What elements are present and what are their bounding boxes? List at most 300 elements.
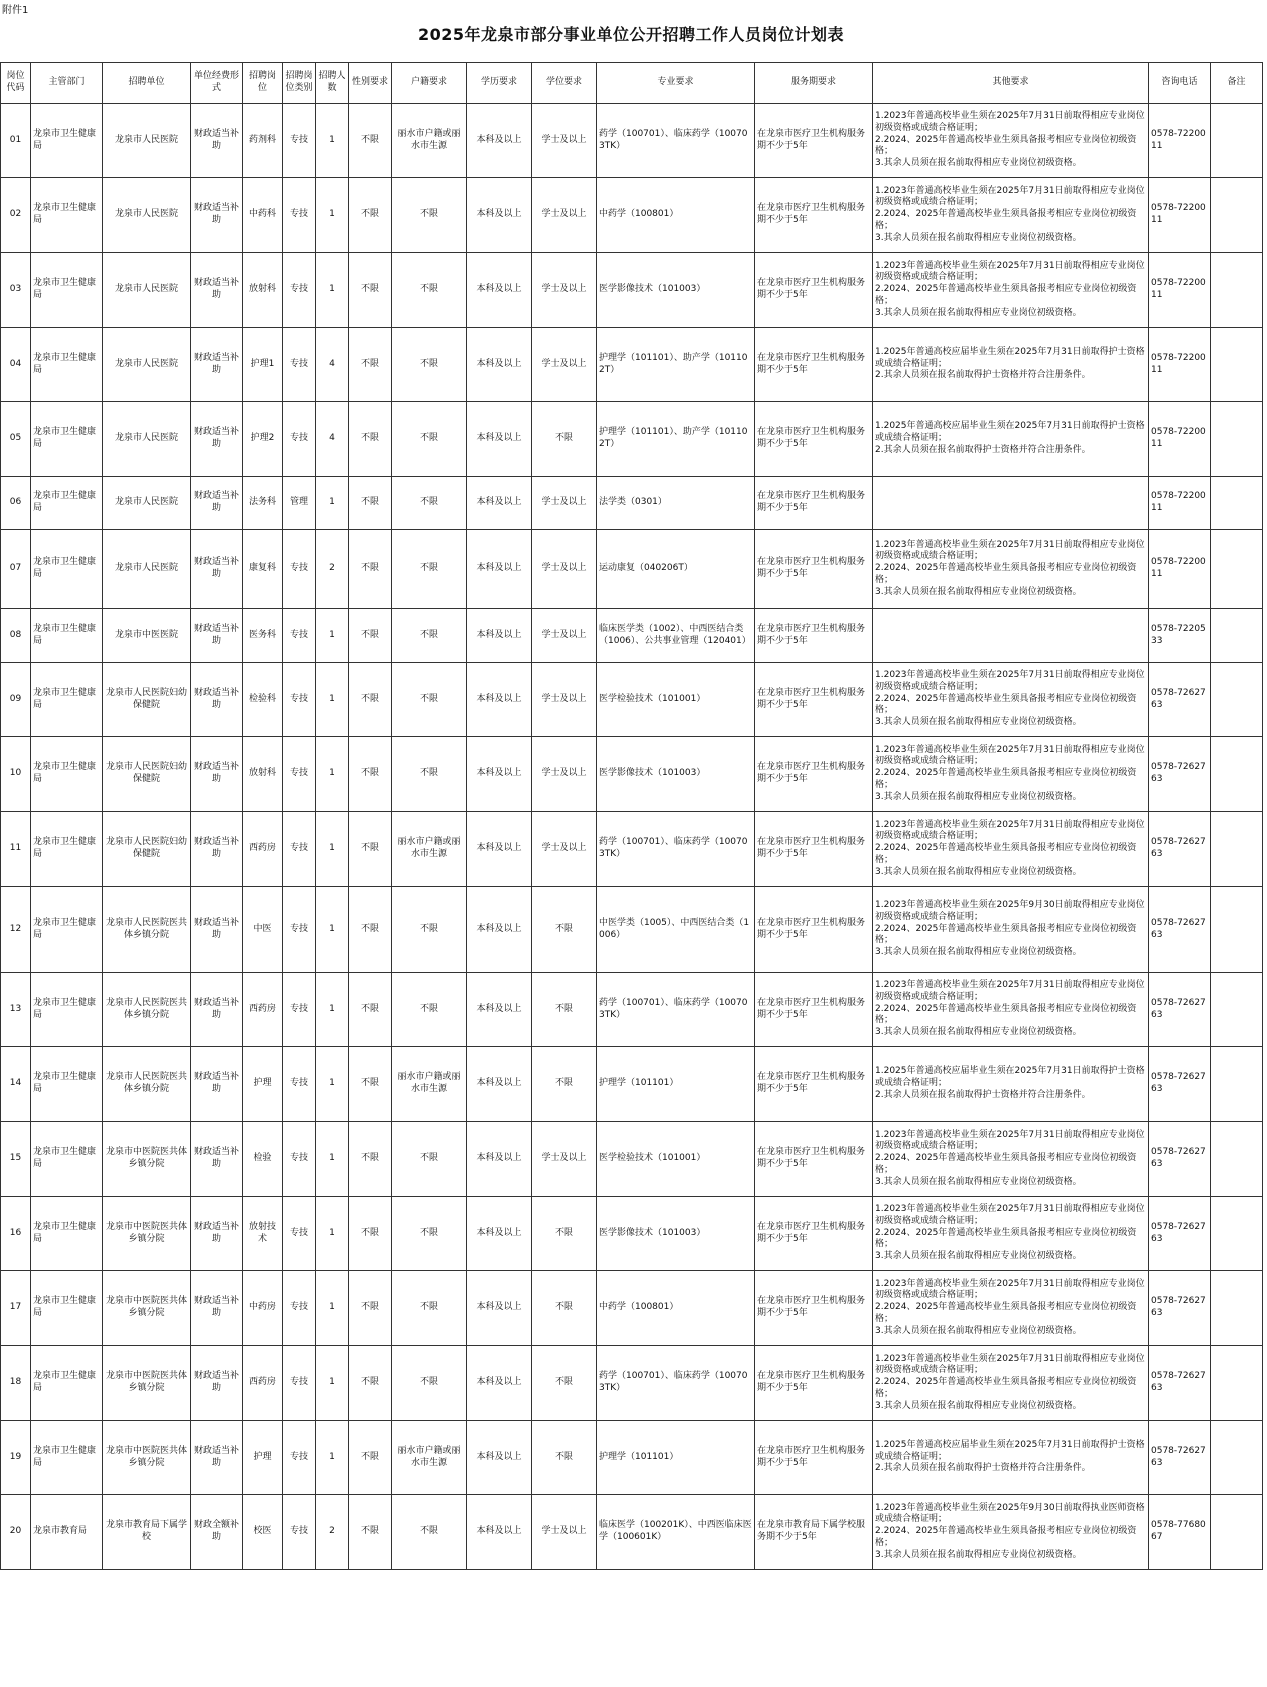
post-cell: 西药房 xyxy=(243,973,283,1047)
post-cell: 放射科 xyxy=(243,737,283,812)
headcount-cell: 1 xyxy=(316,253,349,328)
funding-cell: 财政适当补助 xyxy=(191,1197,243,1271)
note-cell xyxy=(1211,402,1263,477)
category-cell: 专技 xyxy=(283,1122,316,1197)
major-cell: 药学（100701）、临床药学（100703TK） xyxy=(597,1346,755,1421)
degree-cell: 学士及以上 xyxy=(532,253,597,328)
hukou-cell: 不限 xyxy=(392,1271,467,1346)
department-cell: 龙泉市教育局 xyxy=(31,1495,103,1570)
header-cell: 单位经费形式 xyxy=(191,63,243,104)
service-cell: 在龙泉市医疗卫生机构服务期不少于5年 xyxy=(755,253,873,328)
hukou-cell: 不限 xyxy=(392,530,467,609)
table-row xyxy=(1,1495,1263,1570)
post-cell: 护理 xyxy=(243,1421,283,1495)
hukou-cell: 不限 xyxy=(392,1122,467,1197)
position-plan-table xyxy=(0,62,1263,1570)
degree-cell: 学士及以上 xyxy=(532,737,597,812)
hukou-cell: 不限 xyxy=(392,477,467,530)
other-req-cell: 1.2023年普通高校毕业生须在2025年9月30日前取得执业医师资格或成绩合格证明； 2.2024、2025年普通高校毕业生须具备报考相应专业岗位初级资格； 3.其余人员须在报名前取得相应专业岗位初级资格。 xyxy=(873,1495,1149,1570)
phone-cell: 0578-7220011 xyxy=(1149,178,1211,253)
department-cell: 龙泉市卫生健康局 xyxy=(31,253,103,328)
category-cell: 专技 xyxy=(283,104,316,178)
major-cell: 医学影像技术（101003） xyxy=(597,1197,755,1271)
funding-cell: 财政适当补助 xyxy=(191,104,243,178)
gender-cell: 不限 xyxy=(349,973,392,1047)
category-cell: 专技 xyxy=(283,1271,316,1346)
post-cell: 护理1 xyxy=(243,328,283,402)
headcount-cell: 1 xyxy=(316,663,349,737)
department-cell: 龙泉市卫生健康局 xyxy=(31,530,103,609)
position-code-cell: 19 xyxy=(1,1421,31,1495)
department-cell: 龙泉市卫生健康局 xyxy=(31,887,103,973)
unit-cell: 龙泉市人民医院医共体乡镇分院 xyxy=(103,1047,191,1122)
funding-cell: 财政适当补助 xyxy=(191,530,243,609)
education-cell: 本科及以上 xyxy=(467,530,532,609)
headcount-cell: 4 xyxy=(316,402,349,477)
degree-cell: 不限 xyxy=(532,1197,597,1271)
major-cell: 中药学（100801） xyxy=(597,178,755,253)
unit-cell: 龙泉市人民医院妇幼保健院 xyxy=(103,812,191,887)
major-cell: 医学影像技术（101003） xyxy=(597,253,755,328)
note-cell xyxy=(1211,1421,1263,1495)
education-cell: 本科及以上 xyxy=(467,402,532,477)
note-cell xyxy=(1211,178,1263,253)
unit-cell: 龙泉市中医院医共体乡镇分院 xyxy=(103,1271,191,1346)
headcount-cell: 1 xyxy=(316,973,349,1047)
position-code-cell: 16 xyxy=(1,1197,31,1271)
education-cell: 本科及以上 xyxy=(467,663,532,737)
table-row xyxy=(1,1271,1263,1346)
phone-cell: 0578-7220533 xyxy=(1149,609,1211,663)
post-cell: 医务科 xyxy=(243,609,283,663)
other-req-cell: 1.2023年普通高校毕业生须在2025年7月31日前取得相应专业岗位初级资格或成绩合格证明； 2.2024、2025年普通高校毕业生须具备报考相应专业岗位初级资格； 3.其余人员须在报名前取得相应专业岗位初级资格。 xyxy=(873,253,1149,328)
table-row xyxy=(1,1122,1263,1197)
hukou-cell: 不限 xyxy=(392,609,467,663)
table-row xyxy=(1,737,1263,812)
post-cell: 西药房 xyxy=(243,812,283,887)
note-cell xyxy=(1211,328,1263,402)
major-cell: 医学影像技术（101003） xyxy=(597,737,755,812)
degree-cell: 不限 xyxy=(532,887,597,973)
funding-cell: 财政适当补助 xyxy=(191,812,243,887)
department-cell: 龙泉市卫生健康局 xyxy=(31,737,103,812)
phone-cell: 0578-7262763 xyxy=(1149,663,1211,737)
gender-cell: 不限 xyxy=(349,1495,392,1570)
header-cell: 服务期要求 xyxy=(755,63,873,104)
gender-cell: 不限 xyxy=(349,663,392,737)
category-cell: 专技 xyxy=(283,812,316,887)
note-cell xyxy=(1211,887,1263,973)
phone-cell: 0578-7220011 xyxy=(1149,104,1211,178)
service-cell: 在龙泉市医疗卫生机构服务期不少于5年 xyxy=(755,737,873,812)
page-title: 2025年龙泉市部分事业单位公开招聘工作人员岗位计划表 xyxy=(417,25,845,44)
other-req-cell: 1.2023年普通高校毕业生须在2025年7月31日前取得相应专业岗位初级资格或成绩合格证明； 2.2024、2025年普通高校毕业生须具备报考相应专业岗位初级资格； 3.其余人员须在报名前取得相应专业岗位初级资格。 xyxy=(873,530,1149,609)
department-cell: 龙泉市卫生健康局 xyxy=(31,1197,103,1271)
headcount-cell: 1 xyxy=(316,609,349,663)
degree-cell: 不限 xyxy=(532,1346,597,1421)
category-cell: 专技 xyxy=(283,1421,316,1495)
other-req-cell xyxy=(873,477,1149,530)
unit-cell: 龙泉市中医院医共体乡镇分院 xyxy=(103,1197,191,1271)
post-cell: 中药房 xyxy=(243,1271,283,1346)
other-req-cell: 1.2023年普通高校毕业生须在2025年7月31日前取得相应专业岗位初级资格或成绩合格证明； 2.2024、2025年普通高校毕业生须具备报考相应专业岗位初级资格； 3.其余人员须在报名前取得相应专业岗位初级资格。 xyxy=(873,812,1149,887)
category-cell: 专技 xyxy=(283,609,316,663)
phone-cell: 0578-7768067 xyxy=(1149,1495,1211,1570)
table-row xyxy=(1,1197,1263,1271)
unit-cell: 龙泉市中医院医共体乡镇分院 xyxy=(103,1122,191,1197)
funding-cell: 财政适当补助 xyxy=(191,1346,243,1421)
other-req-cell: 1.2023年普通高校毕业生须在2025年7月31日前取得相应专业岗位初级资格或成绩合格证明； 2.2024、2025年普通高校毕业生须具备报考相应专业岗位初级资格； 3.其余人员须在报名前取得相应专业岗位初级资格。 xyxy=(873,1346,1149,1421)
header-cell: 咨询电话 xyxy=(1149,63,1211,104)
category-cell: 专技 xyxy=(283,1346,316,1421)
service-cell: 在龙泉市医疗卫生机构服务期不少于5年 xyxy=(755,1271,873,1346)
degree-cell: 学士及以上 xyxy=(532,104,597,178)
table-row xyxy=(1,812,1263,887)
funding-cell: 财政适当补助 xyxy=(191,1421,243,1495)
gender-cell: 不限 xyxy=(349,1047,392,1122)
funding-cell: 财政适当补助 xyxy=(191,328,243,402)
gender-cell: 不限 xyxy=(349,737,392,812)
unit-cell: 龙泉市中医医院 xyxy=(103,609,191,663)
hukou-cell: 不限 xyxy=(392,253,467,328)
position-code-cell: 07 xyxy=(1,530,31,609)
post-cell: 检验 xyxy=(243,1122,283,1197)
funding-cell: 财政适当补助 xyxy=(191,402,243,477)
funding-cell: 财政适当补助 xyxy=(191,477,243,530)
unit-cell: 龙泉市人民医院妇幼保健院 xyxy=(103,663,191,737)
unit-cell: 龙泉市人民医院 xyxy=(103,328,191,402)
headcount-cell: 1 xyxy=(316,1421,349,1495)
service-cell: 在龙泉市医疗卫生机构服务期不少于5年 xyxy=(755,887,873,973)
education-cell: 本科及以上 xyxy=(467,1346,532,1421)
category-cell: 专技 xyxy=(283,1495,316,1570)
post-cell: 康复科 xyxy=(243,530,283,609)
hukou-cell: 不限 xyxy=(392,1197,467,1271)
funding-cell: 财政全额补助 xyxy=(191,1495,243,1570)
table-row xyxy=(1,104,1263,178)
post-cell: 护理 xyxy=(243,1047,283,1122)
headcount-cell: 1 xyxy=(316,104,349,178)
department-cell: 龙泉市卫生健康局 xyxy=(31,609,103,663)
service-cell: 在龙泉市医疗卫生机构服务期不少于5年 xyxy=(755,530,873,609)
service-cell: 在龙泉市医疗卫生机构服务期不少于5年 xyxy=(755,1346,873,1421)
header-cell: 学历要求 xyxy=(467,63,532,104)
service-cell: 在龙泉市医疗卫生机构服务期不少于5年 xyxy=(755,1122,873,1197)
headcount-cell: 1 xyxy=(316,1122,349,1197)
degree-cell: 学士及以上 xyxy=(532,609,597,663)
position-code-cell: 11 xyxy=(1,812,31,887)
post-cell: 放射技术 xyxy=(243,1197,283,1271)
degree-cell: 不限 xyxy=(532,973,597,1047)
gender-cell: 不限 xyxy=(349,328,392,402)
header-cell: 性别要求 xyxy=(349,63,392,104)
service-cell: 在龙泉市医疗卫生机构服务期不少于5年 xyxy=(755,1047,873,1122)
post-cell: 放射科 xyxy=(243,253,283,328)
service-cell: 在龙泉市医疗卫生机构服务期不少于5年 xyxy=(755,1197,873,1271)
table-row xyxy=(1,178,1263,253)
hukou-cell: 丽水市户籍或丽水市生源 xyxy=(392,812,467,887)
major-cell: 中医学类（1005）、中西医结合类（1006） xyxy=(597,887,755,973)
position-code-cell: 14 xyxy=(1,1047,31,1122)
category-cell: 专技 xyxy=(283,737,316,812)
headcount-cell: 1 xyxy=(316,1271,349,1346)
other-req-cell: 1.2025年普通高校应届毕业生须在2025年7月31日前取得护士资格或成绩合格证明； 2.其余人员须在报名前取得护士资格并符合注册条件。 xyxy=(873,328,1149,402)
education-cell: 本科及以上 xyxy=(467,1271,532,1346)
position-code-cell: 03 xyxy=(1,253,31,328)
unit-cell: 龙泉市人民医院 xyxy=(103,477,191,530)
table-row xyxy=(1,887,1263,973)
hukou-cell: 不限 xyxy=(392,887,467,973)
header-cell: 其他要求 xyxy=(873,63,1149,104)
category-cell: 专技 xyxy=(283,1047,316,1122)
category-cell: 专技 xyxy=(283,663,316,737)
other-req-cell: 1.2025年普通高校应届毕业生须在2025年7月31日前取得护士资格或成绩合格证明； 2.其余人员须在报名前取得护士资格并符合注册条件。 xyxy=(873,402,1149,477)
major-cell: 护理学（101101） xyxy=(597,1047,755,1122)
hukou-cell: 不限 xyxy=(392,973,467,1047)
post-cell: 校医 xyxy=(243,1495,283,1570)
gender-cell: 不限 xyxy=(349,178,392,253)
gender-cell: 不限 xyxy=(349,812,392,887)
hukou-cell: 不限 xyxy=(392,1346,467,1421)
note-cell xyxy=(1211,104,1263,178)
position-code-cell: 10 xyxy=(1,737,31,812)
table-row xyxy=(1,253,1263,328)
funding-cell: 财政适当补助 xyxy=(191,178,243,253)
unit-cell: 龙泉市人民医院 xyxy=(103,402,191,477)
department-cell: 龙泉市卫生健康局 xyxy=(31,973,103,1047)
table-row xyxy=(1,477,1263,530)
unit-cell: 龙泉市人民医院 xyxy=(103,104,191,178)
post-cell: 药剂科 xyxy=(243,104,283,178)
header-cell: 招聘单位 xyxy=(103,63,191,104)
department-cell: 龙泉市卫生健康局 xyxy=(31,1271,103,1346)
phone-cell: 0578-7262763 xyxy=(1149,1197,1211,1271)
major-cell: 药学（100701）、临床药学（100703TK） xyxy=(597,973,755,1047)
note-cell xyxy=(1211,1122,1263,1197)
education-cell: 本科及以上 xyxy=(467,104,532,178)
table-header-row xyxy=(1,63,1263,104)
other-req-cell: 1.2023年普通高校毕业生须在2025年7月31日前取得相应专业岗位初级资格或成绩合格证明； 2.2024、2025年普通高校毕业生须具备报考相应专业岗位初级资格； 3.其余人员须在报名前取得相应专业岗位初级资格。 xyxy=(873,1271,1149,1346)
table-row xyxy=(1,402,1263,477)
funding-cell: 财政适当补助 xyxy=(191,1122,243,1197)
other-req-cell: 1.2023年普通高校毕业生须在2025年7月31日前取得相应专业岗位初级资格或成绩合格证明； 2.2024、2025年普通高校毕业生须具备报考相应专业岗位初级资格； 3.其余人员须在报名前取得相应专业岗位初级资格。 xyxy=(873,1197,1149,1271)
position-code-cell: 13 xyxy=(1,973,31,1047)
phone-cell: 0578-7220011 xyxy=(1149,253,1211,328)
unit-cell: 龙泉市中医院医共体乡镇分院 xyxy=(103,1346,191,1421)
education-cell: 本科及以上 xyxy=(467,973,532,1047)
other-req-cell: 1.2025年普通高校应届毕业生须在2025年7月31日前取得护士资格或成绩合格证明； 2.其余人员须在报名前取得护士资格并符合注册条件。 xyxy=(873,1047,1149,1122)
major-cell: 医学检验技术（101001） xyxy=(597,1122,755,1197)
department-cell: 龙泉市卫生健康局 xyxy=(31,812,103,887)
funding-cell: 财政适当补助 xyxy=(191,1271,243,1346)
education-cell: 本科及以上 xyxy=(467,1122,532,1197)
category-cell: 专技 xyxy=(283,887,316,973)
major-cell: 临床医学（100201K）、中西医临床医学（100601K） xyxy=(597,1495,755,1570)
education-cell: 本科及以上 xyxy=(467,1047,532,1122)
category-cell: 专技 xyxy=(283,328,316,402)
department-cell: 龙泉市卫生健康局 xyxy=(31,104,103,178)
degree-cell: 不限 xyxy=(532,1047,597,1122)
education-cell: 本科及以上 xyxy=(467,887,532,973)
education-cell: 本科及以上 xyxy=(467,812,532,887)
degree-cell: 学士及以上 xyxy=(532,1122,597,1197)
post-cell: 西药房 xyxy=(243,1346,283,1421)
degree-cell: 学士及以上 xyxy=(532,530,597,609)
major-cell: 医学检验技术（101001） xyxy=(597,663,755,737)
funding-cell: 财政适当补助 xyxy=(191,1047,243,1122)
gender-cell: 不限 xyxy=(349,887,392,973)
funding-cell: 财政适当补助 xyxy=(191,973,243,1047)
phone-cell: 0578-7262763 xyxy=(1149,1271,1211,1346)
department-cell: 龙泉市卫生健康局 xyxy=(31,663,103,737)
unit-cell: 龙泉市教育局下属学校 xyxy=(103,1495,191,1570)
degree-cell: 学士及以上 xyxy=(532,663,597,737)
education-cell: 本科及以上 xyxy=(467,1421,532,1495)
category-cell: 专技 xyxy=(283,973,316,1047)
note-cell xyxy=(1211,530,1263,609)
funding-cell: 财政适当补助 xyxy=(191,887,243,973)
hukou-cell: 丽水市户籍或丽水市生源 xyxy=(392,104,467,178)
degree-cell: 学士及以上 xyxy=(532,328,597,402)
hukou-cell: 丽水市户籍或丽水市生源 xyxy=(392,1047,467,1122)
category-cell: 专技 xyxy=(283,402,316,477)
funding-cell: 财政适当补助 xyxy=(191,663,243,737)
category-cell: 专技 xyxy=(283,253,316,328)
department-cell: 龙泉市卫生健康局 xyxy=(31,1346,103,1421)
hukou-cell: 不限 xyxy=(392,737,467,812)
note-cell xyxy=(1211,477,1263,530)
education-cell: 本科及以上 xyxy=(467,1495,532,1570)
service-cell: 在龙泉市医疗卫生机构服务期不少于5年 xyxy=(755,104,873,178)
category-cell: 管理 xyxy=(283,477,316,530)
table-row xyxy=(1,973,1263,1047)
category-cell: 专技 xyxy=(283,530,316,609)
degree-cell: 不限 xyxy=(532,1421,597,1495)
headcount-cell: 1 xyxy=(316,477,349,530)
table-row xyxy=(1,1047,1263,1122)
phone-cell: 0578-7262763 xyxy=(1149,1047,1211,1122)
headcount-cell: 1 xyxy=(316,1047,349,1122)
other-req-cell: 1.2023年普通高校毕业生须在2025年7月31日前取得相应专业岗位初级资格或成绩合格证明； 2.2024、2025年普通高校毕业生须具备报考相应专业岗位初级资格； 3.其余人员须在报名前取得相应专业岗位初级资格。 xyxy=(873,737,1149,812)
headcount-cell: 1 xyxy=(316,178,349,253)
headcount-cell: 2 xyxy=(316,1495,349,1570)
gender-cell: 不限 xyxy=(349,104,392,178)
phone-cell: 0578-7262763 xyxy=(1149,1421,1211,1495)
position-code-cell: 04 xyxy=(1,328,31,402)
major-cell: 运动康复（040206T） xyxy=(597,530,755,609)
hukou-cell: 不限 xyxy=(392,328,467,402)
gender-cell: 不限 xyxy=(349,609,392,663)
major-cell: 药学（100701）、临床药学（100703TK） xyxy=(597,104,755,178)
gender-cell: 不限 xyxy=(349,1271,392,1346)
other-req-cell: 1.2023年普通高校毕业生须在2025年7月31日前取得相应专业岗位初级资格或成绩合格证明； 2.2024、2025年普通高校毕业生须具备报考相应专业岗位初级资格； 3.其余人员须在报名前取得相应专业岗位初级资格。 xyxy=(873,1122,1149,1197)
gender-cell: 不限 xyxy=(349,530,392,609)
note-cell xyxy=(1211,1197,1263,1271)
hukou-cell: 不限 xyxy=(392,402,467,477)
service-cell: 在龙泉市医疗卫生机构服务期不少于5年 xyxy=(755,663,873,737)
department-cell: 龙泉市卫生健康局 xyxy=(31,1047,103,1122)
position-code-cell: 15 xyxy=(1,1122,31,1197)
funding-cell: 财政适当补助 xyxy=(191,609,243,663)
position-code-cell: 20 xyxy=(1,1495,31,1570)
education-cell: 本科及以上 xyxy=(467,1197,532,1271)
education-cell: 本科及以上 xyxy=(467,477,532,530)
phone-cell: 0578-7262763 xyxy=(1149,1346,1211,1421)
post-cell: 中药科 xyxy=(243,178,283,253)
degree-cell: 学士及以上 xyxy=(532,812,597,887)
service-cell: 在龙泉市医疗卫生机构服务期不少于5年 xyxy=(755,402,873,477)
unit-cell: 龙泉市人民医院 xyxy=(103,253,191,328)
department-cell: 龙泉市卫生健康局 xyxy=(31,328,103,402)
header-cell: 备注 xyxy=(1211,63,1263,104)
phone-cell: 0578-7220011 xyxy=(1149,477,1211,530)
header-cell: 岗位代码 xyxy=(1,63,31,104)
education-cell: 本科及以上 xyxy=(467,253,532,328)
note-cell xyxy=(1211,253,1263,328)
service-cell: 在龙泉市医疗卫生机构服务期不少于5年 xyxy=(755,477,873,530)
note-cell xyxy=(1211,1047,1263,1122)
other-req-cell: 1.2023年普通高校毕业生须在2025年7月31日前取得相应专业岗位初级资格或成绩合格证明； 2.2024、2025年普通高校毕业生须具备报考相应专业岗位初级资格； 3.其余人员须在报名前取得相应专业岗位初级资格。 xyxy=(873,973,1149,1047)
note-cell xyxy=(1211,737,1263,812)
phone-cell: 0578-7262763 xyxy=(1149,887,1211,973)
header-cell: 主管部门 xyxy=(31,63,103,104)
service-cell: 在龙泉市医疗卫生机构服务期不少于5年 xyxy=(755,812,873,887)
category-cell: 专技 xyxy=(283,178,316,253)
position-code-cell: 01 xyxy=(1,104,31,178)
position-code-cell: 17 xyxy=(1,1271,31,1346)
position-code-cell: 02 xyxy=(1,178,31,253)
position-code-cell: 06 xyxy=(1,477,31,530)
headcount-cell: 1 xyxy=(316,737,349,812)
department-cell: 龙泉市卫生健康局 xyxy=(31,402,103,477)
unit-cell: 龙泉市人民医院 xyxy=(103,178,191,253)
service-cell: 在龙泉市教育局下属学校服务期不少于5年 xyxy=(755,1495,873,1570)
header-cell: 专业要求 xyxy=(597,63,755,104)
note-cell xyxy=(1211,1346,1263,1421)
phone-cell: 0578-7220011 xyxy=(1149,402,1211,477)
headcount-cell: 1 xyxy=(316,1346,349,1421)
phone-cell: 0578-7220011 xyxy=(1149,530,1211,609)
unit-cell: 龙泉市人民医院 xyxy=(103,530,191,609)
note-cell xyxy=(1211,663,1263,737)
education-cell: 本科及以上 xyxy=(467,609,532,663)
note-cell xyxy=(1211,812,1263,887)
phone-cell: 0578-7262763 xyxy=(1149,737,1211,812)
service-cell: 在龙泉市医疗卫生机构服务期不少于5年 xyxy=(755,1421,873,1495)
gender-cell: 不限 xyxy=(349,1197,392,1271)
hukou-cell: 不限 xyxy=(392,1495,467,1570)
gender-cell: 不限 xyxy=(349,1421,392,1495)
phone-cell: 0578-7262763 xyxy=(1149,973,1211,1047)
major-cell: 法学类（0301） xyxy=(597,477,755,530)
other-req-cell: 1.2023年普通高校毕业生须在2025年7月31日前取得相应专业岗位初级资格或成绩合格证明； 2.2024、2025年普通高校毕业生须具备报考相应专业岗位初级资格； 3.其余人员须在报名前取得相应专业岗位初级资格。 xyxy=(873,663,1149,737)
major-cell: 护理学（101101）、助产学（101102T） xyxy=(597,328,755,402)
unit-cell: 龙泉市人民医院妇幼保健院 xyxy=(103,737,191,812)
degree-cell: 学士及以上 xyxy=(532,178,597,253)
headcount-cell: 1 xyxy=(316,812,349,887)
gender-cell: 不限 xyxy=(349,402,392,477)
service-cell: 在龙泉市医疗卫生机构服务期不少于5年 xyxy=(755,178,873,253)
header-cell: 户籍要求 xyxy=(392,63,467,104)
post-cell: 法务科 xyxy=(243,477,283,530)
table-row xyxy=(1,1421,1263,1495)
category-cell: 专技 xyxy=(283,1197,316,1271)
phone-cell: 0578-7262763 xyxy=(1149,1122,1211,1197)
position-code-cell: 18 xyxy=(1,1346,31,1421)
attachment-label: 附件1 xyxy=(2,5,29,16)
other-req-cell xyxy=(873,609,1149,663)
headcount-cell: 1 xyxy=(316,1197,349,1271)
